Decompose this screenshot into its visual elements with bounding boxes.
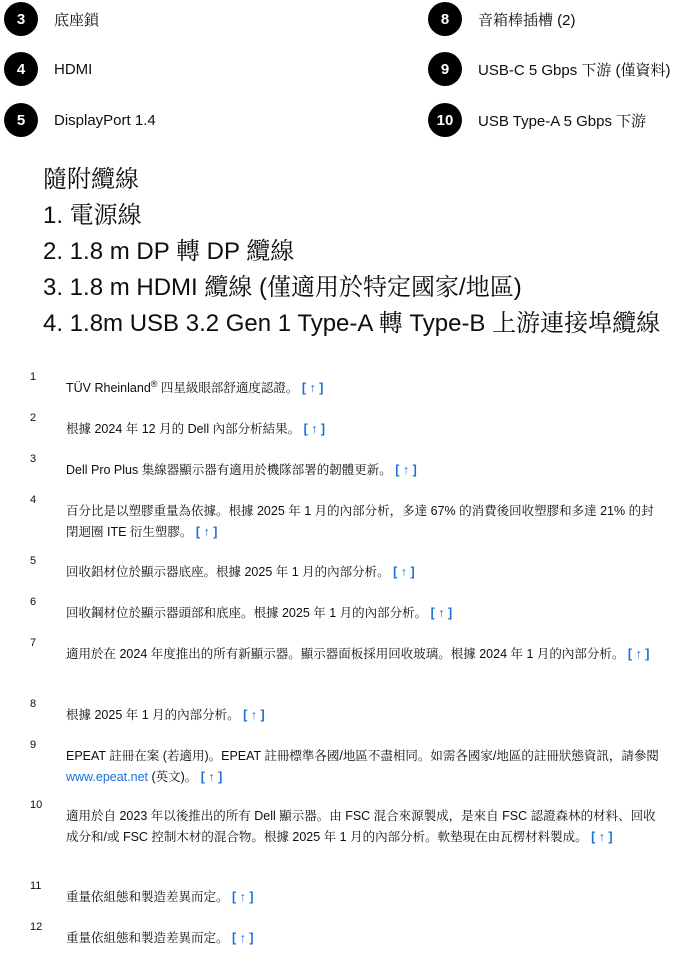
footnote-text-part: 四星級眼部舒適度認證。	[157, 381, 299, 395]
back-to-top-link[interactable]: [ ↑ ]	[301, 381, 324, 395]
footnote-number: 11	[30, 880, 42, 892]
port-label: 音箱棒插槽 (2)	[478, 11, 576, 29]
cable-item: 2. 1.8 m DP 轉 DP 纜線	[43, 238, 295, 265]
port-item	[4, 52, 92, 86]
port-number-badge: 10	[428, 103, 462, 137]
footnote-text-part: TÜV Rheinland	[66, 381, 151, 395]
port-number-badge: 9	[428, 52, 462, 86]
footnote-number: 5	[30, 555, 37, 567]
footnote-text-part: 根據 2025 年 1 月的內部分析。	[66, 708, 240, 722]
footnote-text-part: 重量依組態和製造差異而定。	[66, 890, 229, 904]
footnote-number: 9	[30, 739, 37, 751]
port-item	[428, 103, 646, 137]
port-label: USB Type-A 5 Gbps 下游	[478, 112, 647, 130]
port-label: USB-C 5 Gbps 下游 (僅資料)	[478, 61, 671, 79]
footnote-text-part: 適用於自 2023 年以後推出的所有 Dell 顯示器。由 FSC 混合來源製成，是來自 FSC 認證森林的材料、回收成分和/或 FSC 控制木材的混合物。根據 2025 年 1 月的內部分析。軟墊現在由瓦楞材料製成。	[66, 809, 656, 844]
port-number-badge: 3	[4, 2, 38, 36]
back-to-top-link[interactable]: [ ↑ ]	[395, 463, 417, 477]
footnote-text	[66, 705, 666, 726]
port-label: DisplayPort 1.4	[54, 111, 156, 129]
back-to-top-link[interactable]: [ ↑ ]	[393, 565, 415, 579]
footnote-text	[66, 806, 666, 848]
back-to-top-link[interactable]: [ ↑ ]	[591, 830, 613, 844]
footnote-text	[66, 928, 666, 949]
epeat-link[interactable]: www.epeat.net	[66, 770, 148, 784]
back-to-top-link[interactable]: [ ↑ ]	[430, 606, 453, 620]
port-legend	[0, 0, 700, 150]
footnote-number: 12	[30, 921, 43, 933]
footnote-text-part: 根據 2024 年 12 月的 Dell 內部分析結果。	[66, 422, 301, 436]
footnote-text	[66, 501, 666, 543]
port-item	[4, 103, 156, 137]
footnote-text	[66, 644, 666, 665]
back-to-top-link[interactable]: [ ↑ ]	[627, 647, 650, 661]
port-number-badge: 8	[428, 2, 462, 36]
footnote-text-part: 回收鋼材位於顯示器頭部和底座。根據 2025 年 1 月的內部分析。	[66, 606, 428, 620]
footnote-text-part: 重量依組態和製造差異而定。	[66, 931, 229, 945]
included-cables	[43, 162, 693, 342]
footnote-text-part: 百分比是以塑膠重量為依據。根據 2025 年 1 月的內部分析，多達 67% 的消費後回收塑膠和多達 21% 的封閉迴圈 ITE 衍生塑膠。	[66, 504, 654, 539]
footnote-text	[66, 603, 666, 624]
port-number-badge: 5	[4, 103, 38, 137]
port-item	[4, 2, 99, 36]
footnote-number: 6	[30, 596, 37, 608]
back-to-top-link[interactable]: [ ↑ ]	[232, 931, 254, 945]
footnote-text	[66, 746, 666, 788]
footnote-text-part: EPEAT 註冊在案 (若適用)。EPEAT 註冊標準各國/地區不盡相同。如需各國家/地區的註冊狀態資訊，請參閱	[66, 749, 659, 763]
footnote-number: 7	[30, 637, 37, 649]
footnote-text	[66, 887, 666, 908]
footnote-number: 3	[30, 453, 37, 465]
back-to-top-link[interactable]: [ ↑ ]	[303, 422, 326, 436]
footnote-text-part: 適用於在 2024 年度推出的所有新顯示器。顯示器面板採用回收玻璃。根據 2024 年 1 月的內部分析。	[66, 647, 625, 661]
port-label: HDMI	[54, 60, 93, 78]
port-label: 底座鎖	[54, 11, 100, 29]
port-number-badge: 4	[4, 52, 38, 86]
footnote-text	[66, 460, 666, 481]
footnote-number: 1	[30, 371, 37, 383]
footnote-text-part: (英文)。	[148, 770, 198, 784]
footnote-number: 10	[30, 799, 43, 811]
back-to-top-link[interactable]: [ ↑ ]	[232, 890, 254, 904]
cable-item: 3. 1.8 m HDMI 纜線 (僅適用於特定國家/地區)	[43, 274, 522, 301]
back-to-top-link[interactable]: [ ↑ ]	[195, 525, 218, 539]
back-to-top-link[interactable]: [ ↑ ]	[200, 770, 223, 784]
back-to-top-link[interactable]: [ ↑ ]	[243, 708, 265, 722]
footnote-text	[66, 562, 666, 583]
port-item	[428, 52, 671, 86]
footnote-text	[66, 378, 666, 399]
cable-item: 1. 電源線	[43, 202, 142, 229]
footnote-number: 2	[30, 412, 37, 424]
footnote-number: 4	[30, 494, 37, 506]
port-item	[428, 2, 576, 36]
registered-mark: ®	[150, 378, 158, 389]
cable-item: 4. 1.8m USB 3.2 Gen 1 Type-A 轉 Type-B 上游連接埠纜線	[43, 310, 661, 337]
footnote-text	[66, 419, 666, 440]
footnote-text-part: 回收鋁材位於顯示器底座。根據 2025 年 1 月的內部分析。	[66, 565, 390, 579]
footnote-text-part: Dell Pro Plus 集線器顯示器有適用於機隊部署的韌體更新。	[66, 463, 392, 477]
cables-title: 隨附纜線	[43, 166, 139, 193]
footnote-number: 8	[30, 698, 37, 710]
